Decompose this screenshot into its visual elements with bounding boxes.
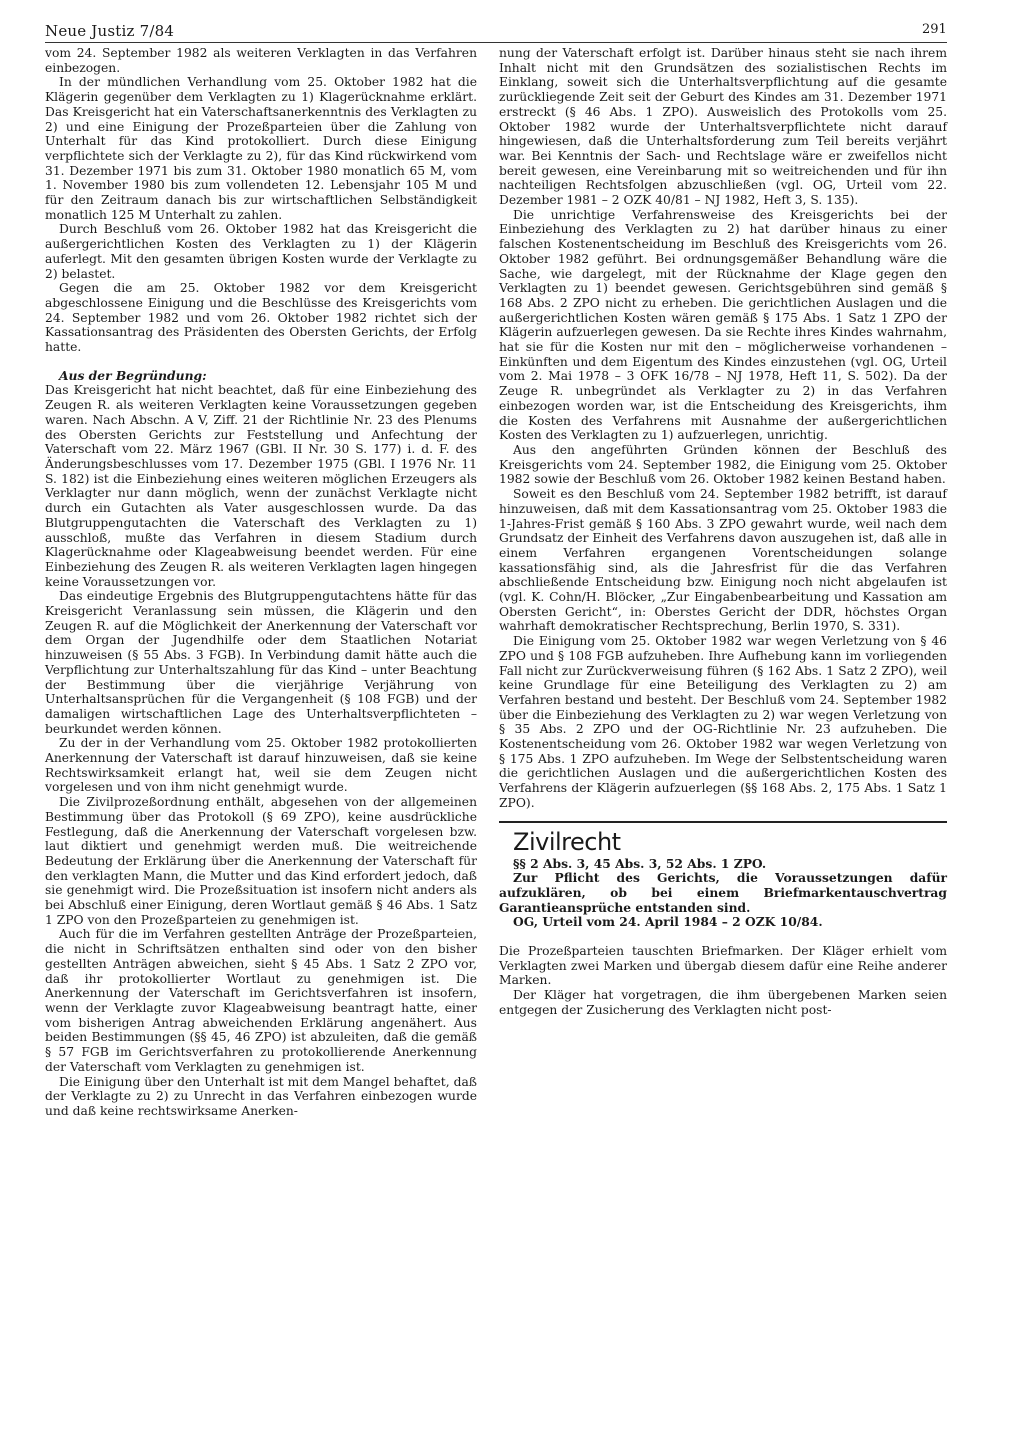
left-column: [45, 46, 477, 1119]
decision-citation: OG, Urteil vom 24. April 1984 – 2 OZK 10/84.: [513, 914, 823, 930]
header-rule: [45, 42, 947, 43]
paragraph: Der Kläger hat vorgetragen, die ihm übergebenen Marken seien entgegen der Zusicherung des Verklagten nicht post-: [499, 988, 947, 1017]
spacer: [45, 355, 477, 369]
spacer: [499, 930, 947, 944]
paragraph: Gegen die am 25. Oktober 1982 vor dem Kreisgericht abgeschlossene Einigung und die Beschlüsse des Kreisgerichts vom 24. September 1982 und vom 26. Oktober 1982 richtet sich der Kassationsantrag des Präsidenten des Obersten Gerichts, der Erfolg hatte.: [45, 281, 477, 355]
paragraph: Auch für die im Verfahren gestellten Anträge der Prozeßparteien, die nicht in Schriftsätzen enthalten sind oder von den bisher gestellten Anträgen abweichen, sieht § 45 Abs. 1 Satz 2 ZPO vor, daß ihr protokollierter Wortlaut zu genehmigen ist. Die Anerkennung der Vaterschaft im Gerichtsverfahren ist insofern, wenn der Verklagte zuvor Klageabweisung beantragt hatte, einer vom bisherigen Antrag abweichenden Erklärung angenähert. Aus beiden Bestimmungen (§§ 45, 46 ZPO) ist abzuleiten, daß die gemäß § 57 FGB im Gerichtsverfahren zu protokollierende Anerkennung der Vaterschaft vom Verklagten zu genehmigen ist.: [45, 927, 477, 1074]
paragraph: Die Einigung über den Unterhalt ist mit dem Mangel behaftet, daß der Verklagte zu 2) zu Unrecht in das Verfahren einbezogen wurde und daß keine rechtswirksame Anerken-: [45, 1074, 477, 1118]
section-title: Zivilrecht: [513, 827, 621, 856]
section-rule: [499, 821, 947, 823]
paragraph: vom 24. September 1982 als weiteren Verklagten in das Verfahren einbezogen.: [45, 46, 477, 75]
paragraph: Soweit es den Beschluß vom 24. September 1982 betrifft, ist darauf hinzuweisen, daß mit dem Kassationsantrag vom 25. Oktober 1983 die 1-Jahres-Frist gemäß § 160 Abs. 3 ZPO gewahrt wurde, weil nach dem Grundsatz der Einheit des Verfahrens davon auszugehen ist, daß alle in einem Verfahren ergangenen Vorentscheidungen solange kassationsfähig sind, als die Jahresfrist für die das Verfahren abschließende Entscheidung bzw. Einigung noch nicht abgelaufen ist (vgl. K. Cohn/H. Blöcker, „Zur Eingabenbearbeitung und Kassation am Obersten Gericht“, in: Oberstes Gericht der DDR, höchstes Organ wahrhaft demokratischer Rechtsprechung, Berlin 1970, S. 331).: [499, 487, 947, 634]
paragraph: Aus den angeführten Gründen können der Beschluß des Kreisgerichts vom 24. September 1982, die Einigung vom 25. Oktober 1982 sowie der Beschluß vom 26. Oktober 1982 keinen Bestand haben.: [499, 442, 947, 487]
paragraph: Durch Beschluß vom 26. Oktober 1982 hat das Kreisgericht die außergerichtlichen Kosten des Verklagten zu 1) der Klägerin auferlegt. Mit den gesamten übrigen Kosten wurde der Verklagte zu 2) belastet.: [45, 222, 477, 281]
headnote: Zur Pflicht des Gerichts, die Voraussetzungen dafür aufzuklären, ob bei einem Briefmarkentauschvertrag Garantieansprüche entstanden sind.: [499, 870, 947, 915]
paragraph: Die Einigung vom 25. Oktober 1982 war wegen Verletzung von § 46 ZPO und § 108 FGB aufzuheben. Ihre Aufhebung kann im vorliegenden Fall nicht zur Zurückverweisung führen (§ 162 Abs. 1 Satz 2 ZPO), weil keine Grundlage für eine Beteiligung des Verklagten zu 2) am Verfahren bestand und besteht. Der Beschluß vom 24. September 1982 über die Einbeziehung des Verklagten zu 2) war wegen Verletzung von § 35 Abs. 2 ZPO und der OG-Richtlinie Nr. 23 aufzuheben. Die Kostenentscheidung vom 26. Oktober 1982 war wegen Verletzung von § 175 Abs. 1 ZPO aufzuheben. Im Wege der Selbstentscheidung waren die gerichtlichen Auslagen und die außergerichtlichen Kosten des Verfahrens der Klägerin aufzuerlegen (§§ 168 Abs. 2, 175 Abs. 1 Satz 1 ZPO).: [499, 634, 947, 810]
paragraph: Das eindeutige Ergebnis des Blutgruppengutachtens hätte für das Kreisgericht Veranlassung sein müssen, die Klägerin und den Zeugen R. auf die Möglichkeit der Anerkennung der Vaterschaft vor dem Organ der Jugendhilfe oder dem Staatlichen Notariat hinzuweisen (§ 55 Abs. 3 FGB). In Verbindung damit hätte auch die Verpflichtung zur Unterhaltszahlung für das Kind – unter Beachtung der Bestimmung über die vierjährige Verjährung von Unterhaltsansprüchen für die Vergangenheit (§ 108 FGB) und der damaligen wirtschaftlichen Lage des Unterhaltsverpflichteten – beurkundet werden können.: [45, 589, 477, 736]
legal-norms: §§ 2 Abs. 3, 45 Abs. 3, 52 Abs. 1 ZPO.: [513, 855, 767, 871]
paragraph: Zu der in der Verhandlung vom 25. Oktober 1982 protokollierten Anerkennung der Vaterschaft ist darauf hinzuweisen, daß sie keine Rechtswirksamkeit erlangt hat, weil sie dem Zeugen nicht vorgelesen und von ihm nicht genehmigt wurde.: [45, 736, 477, 795]
paragraph: Die Prozeßparteien tauschten Briefmarken. Der Kläger erhielt vom Verklagten zwei Marken und übergab diesem dafür eine Reihe anderer Marken.: [499, 944, 947, 988]
paragraph: In der mündlichen Verhandlung vom 25. Oktober 1982 hat die Klägerin gegenüber dem Verklagten zu 1) Klagerücknahme erklärt. Das Kreisgericht hat ein Vaterschaftsanerkenntnis des Verklagten zu 2) und eine Einigung der Prozeßparteien über die Zahlung von Unterhalt für das Kind protokolliert. Durch diese Einigung verpflichtete sich der Verklagte zu 2), für das Kind rückwirkend vom 31. Dezember 1971 bis zum 31. Oktober 1980 monatlich 65 M, vom 1. November 1980 bis zum vollendeten 12. Lebensjahr 105 M und für den Zeitraum danach bis zur wirtschaftlichen Selbständigkeit monatlich 125 M Unterhalt zu zahlen.: [45, 75, 477, 222]
reasoning-subheading: Aus der Begründung:: [59, 367, 207, 383]
paragraph: Die Zivilprozeßordnung enthält, abgesehen von der allgemeinen Bestimmung über das Protokoll (§ 69 ZPO), keine ausdrückliche Festlegung, daß die Anerkennung der Vaterschaft vorgelesen bzw. laut diktiert und genehmigt werden muß. Die weitreichende Bedeutung der Erklärung über die Anerkennung der Vaterschaft für den verklagten Mann, die Mutter und das Kind erfordert jedoch, daß sie genehmigt wird. Die Prozeßsituation ist insofern nicht anders als bei Abschluß einer Einigung, deren Wortlaut gemäß § 46 Abs. 1 Satz 1 ZPO von den Prozeßparteien zu genehmigen ist.: [45, 795, 477, 927]
page-number: 291: [922, 22, 947, 37]
running-head: Neue Justiz 7/84: [45, 22, 175, 40]
paragraph: Die unrichtige Verfahrensweise des Kreisgerichts bei der Einbeziehung des Verklagten zu 2) hat darüber hinaus zu einer falschen Kostenentscheidung im Beschluß des Kreisgerichts vom 26. Oktober 1982 geführt. Bei ordnungsgemäßer Behandlung wäre die Sache, wie dargelegt, mit der Rücknahme der Klage gegen den Verklagten zu 1) beendet gewesen. Gerichtsgebühren sind gemäß § 168 Abs. 2 ZPO nicht zu erheben. Die gerichtlichen Auslagen und die außergerichtlichen Kosten wären gemäß § 175 Abs. 1 Satz 1 ZPO der Klägerin aufzuerlegen gewesen. Da sie Rechte ihres Kindes wahrnahm, hat sie für die Kosten nur mit den – möglicherweise vorhandenen – Einkünften und dem Eigentum des Kindes einzustehen (vgl. OG, Urteil vom 2. Mai 1978 – 3 OFK 16/78 – NJ 1978, Heft 11, S. 502). Da der Zeuge R. unbegründet als Verklagter zu 2) in das Verfahren einbezogen worden war, ist die Entscheidung des Kreisgerichts, ihm die Kosten des Verfahrens mit Ausnahme der außergerichtlichen Kosten des Verklagten zu 1) aufzuerlegen, unrichtig.: [499, 207, 947, 443]
right-column: [499, 46, 947, 1018]
paragraph: Das Kreisgericht hat nicht beachtet, daß für eine Einbeziehung des Zeugen R. als weiteren Verklagten keine Voraussetzungen gegeben waren. Nach Abschn. A V, Ziff. 21 der Richtlinie Nr. 23 des Plenums des Obersten Gerichts zur Feststellung und Anfechtung der Vaterschaft vom 22. März 1967 (GBl. II Nr. 30 S. 177) i. d. F. des Änderungsbeschlusses vom 17. Dezember 1975 (GBl. I 1976 Nr. 11 S. 182) ist die Einbeziehung eines weiteren möglichen Erzeugers als Verklagter nur dann möglich, wenn der zunächst Verklagte nicht durch ein Gutachten als Vater ausgeschlossen wurde. Da das Blutgruppengutachten die Vaterschaft des Verklagten zu 1) ausschloß, mußte das Verfahren in diesem Stadium durch Klagerücknahme oder Klageabweisung beendet werden. Für eine Einbeziehung des Zeugen R. als weiteren Verklagten lagen hingegen keine Voraussetzungen vor.: [45, 383, 477, 589]
paragraph: nung der Vaterschaft erfolgt ist. Darüber hinaus steht sie nach ihrem Inhalt nicht mit den Grundsätzen des sozialistischen Rechts im Einklang, soweit sich die Unterhaltsverpflichtung auf die gesamte zurückliegende Zeit seit der Geburt des Kindes am 31. Dezember 1971 erstreckt (§ 46 Abs. 1 ZPO). Ausweislich des Protokolls vom 25. Oktober 1982 wurde der Unterhaltsverpflichtete nicht darauf hingewiesen, daß die Unterhaltsforderung zum Teil bereits verjährt war. Bei Kenntnis der Sach- und Rechtslage wäre er zweifellos nicht bereit gewesen, eine Vereinbarung mit so weitreichenden und für ihn nachteiligen Rechtsfolgen abzuschließen (vgl. OG, Urteil vom 22. Dezember 1981 – 2 OZK 40/81 – NJ 1982, Heft 3, S. 135).: [499, 46, 947, 208]
